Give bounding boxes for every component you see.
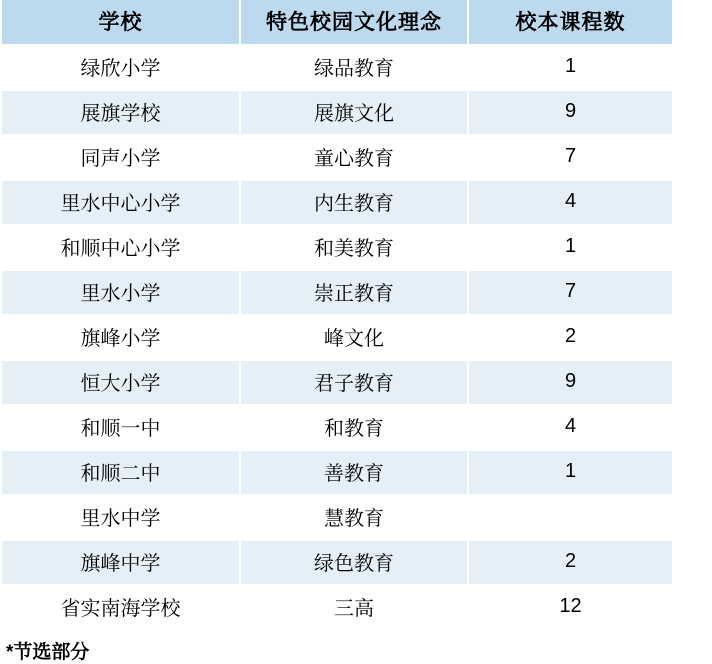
cell-school-name: 恒大小学 (2, 360, 240, 405)
cell-school-name: 和顺二中 (2, 450, 240, 495)
cell-course-count (468, 495, 672, 540)
table-row (2, 495, 672, 540)
cell-culture-concept: 慧教育 (240, 495, 468, 540)
table-row (2, 90, 672, 135)
table-row (2, 540, 672, 585)
table-header (2, 0, 672, 45)
cell-school-name: 和顺中心小学 (2, 225, 240, 270)
column-header-culture-concept: 特色校园文化理念 (240, 0, 468, 45)
school-culture-table (2, 0, 672, 631)
table-row (2, 135, 672, 180)
cell-school-name: 绿欣小学 (2, 45, 240, 90)
cell-course-count: 9 (468, 360, 672, 405)
table-row (2, 180, 672, 225)
cell-course-count: 7 (468, 135, 672, 180)
cell-school-name: 同声小学 (2, 135, 240, 180)
cell-course-count: 1 (468, 225, 672, 270)
cell-culture-concept: 善教育 (240, 450, 468, 495)
table-row (2, 360, 672, 405)
cell-culture-concept: 绿色教育 (240, 540, 468, 585)
table-row (2, 45, 672, 90)
table-row (2, 450, 672, 495)
cell-course-count: 1 (468, 45, 672, 90)
cell-culture-concept: 童心教育 (240, 135, 468, 180)
cell-culture-concept: 三高 (240, 585, 468, 630)
column-header-school: 学校 (2, 0, 240, 45)
cell-culture-concept: 内生教育 (240, 180, 468, 225)
table-footnote: *节选部分 (6, 642, 90, 663)
cell-school-name: 里水小学 (2, 270, 240, 315)
cell-course-count: 1 (468, 450, 672, 495)
cell-course-count: 2 (468, 315, 672, 360)
table-row (2, 315, 672, 360)
table-row (2, 405, 672, 450)
cell-school-name: 旗峰小学 (2, 315, 240, 360)
cell-course-count: 4 (468, 405, 672, 450)
table-row (2, 585, 672, 630)
cell-culture-concept: 展旗文化 (240, 90, 468, 135)
cell-school-name: 和顺一中 (2, 405, 240, 450)
cell-culture-concept: 君子教育 (240, 360, 468, 405)
cell-course-count: 2 (468, 540, 672, 585)
table-header-row (2, 0, 672, 45)
cell-course-count: 4 (468, 180, 672, 225)
table-row (2, 225, 672, 270)
cell-culture-concept: 绿品教育 (240, 45, 468, 90)
cell-school-name: 里水中心小学 (2, 180, 240, 225)
cell-culture-concept: 和教育 (240, 405, 468, 450)
cell-culture-concept: 峰文化 (240, 315, 468, 360)
cell-course-count: 12 (468, 585, 672, 630)
cell-school-name: 旗峰中学 (2, 540, 240, 585)
column-header-course-count: 校本课程数 (468, 0, 672, 45)
cell-school-name: 省实南海学校 (2, 585, 240, 630)
cell-culture-concept: 崇正教育 (240, 270, 468, 315)
cell-course-count: 7 (468, 270, 672, 315)
table-body (2, 45, 672, 630)
cell-culture-concept: 和美教育 (240, 225, 468, 270)
table-row (2, 270, 672, 315)
cell-school-name: 展旗学校 (2, 90, 240, 135)
cell-school-name: 里水中学 (2, 495, 240, 540)
cell-course-count: 9 (468, 90, 672, 135)
